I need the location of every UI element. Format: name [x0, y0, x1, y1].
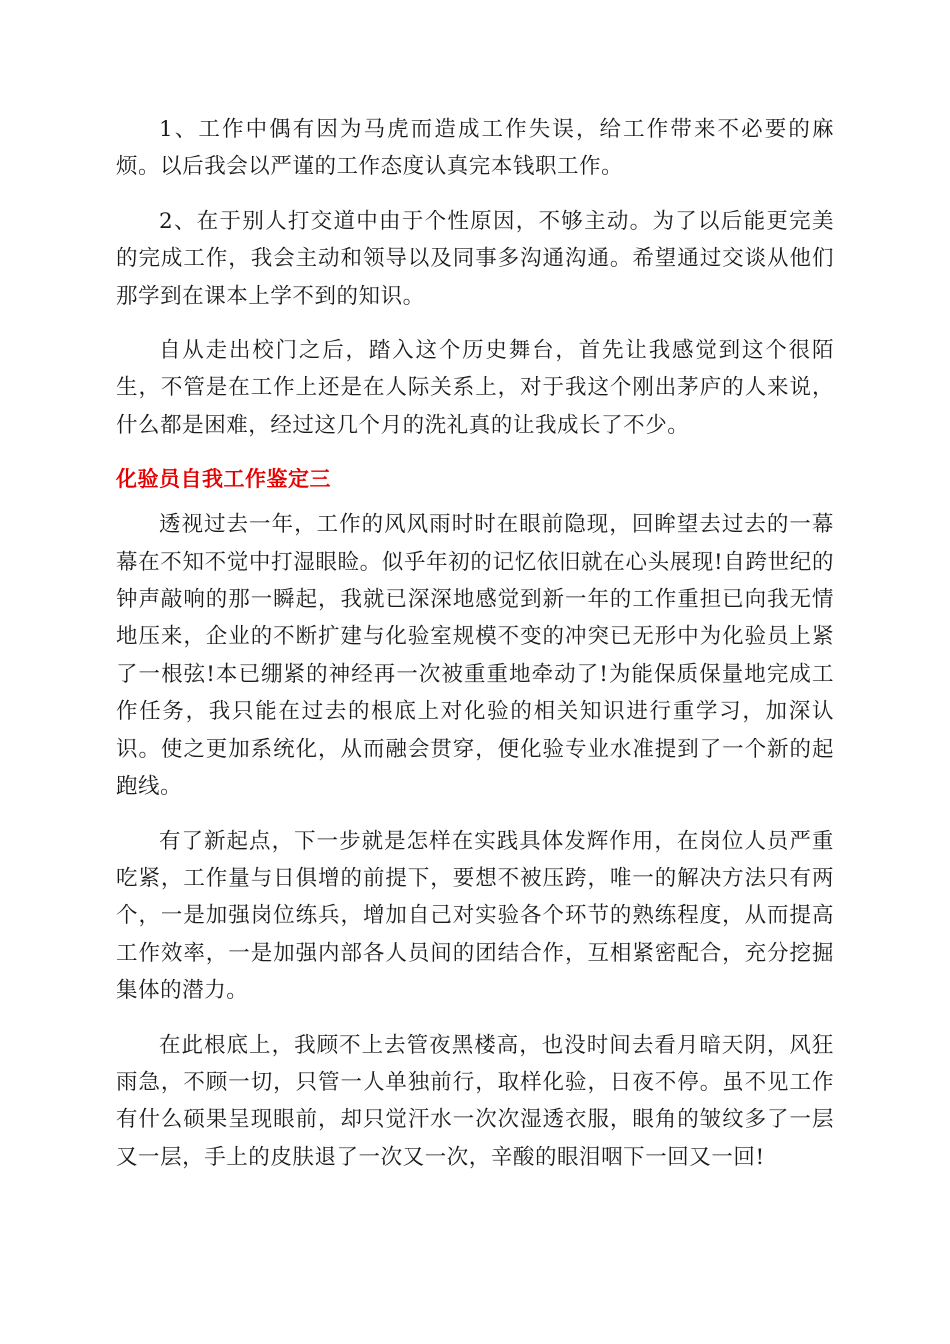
- paragraph-item-2: 2、在于别人打交道中由于个性原因，不够主动。为了以后能更完美的完成工作，我会主动和领导以及同事多沟通沟通。希望通过交谈从他们那学到在课本上学不到的知识。: [116, 208, 834, 309]
- section-heading: 化验员自我工作鉴定三: [116, 467, 331, 492]
- paragraph-new-start: 有了新起点，下一步就是怎样在实践具体发辉作用，在岗位人员严重吃紧，工作量与日俱增的前提下，要想不被压跨，唯一的解决方法只有两个，一是加强岗位练兵，增加自己对实验各个环节的熟练程度，从而提高工作效率，一是加强内部各人员间的团结合作，互相紧密配合，充分挖掘集体的潜力。: [116, 828, 834, 1004]
- paragraph-item-1: 1、工作中偶有因为马虎而造成工作失误，给工作带来不必要的麻烦。以后我会以严谨的工作态度认真完本钱职工作。: [116, 117, 834, 180]
- paragraph-intro: 自从走出校门之后，踏入这个历史舞台，首先让我感觉到这个很陌生，不管是在工作上还是在人际关系上，对于我这个刚出茅庐的人来说，什么都是困难，经过这几个月的洗礼真的让我成长了不少。: [116, 338, 834, 438]
- paragraph-hard-work: 在此根底上，我顾不上去管夜黑楼高，也没时间去看月暗天阴，风狂雨急，不顾一切，只管一人单独前行，取样化验，日夜不停。虽不见工作有什么硕果呈现眼前，却只觉汗水一次次湿透衣服，眼角的皱纹多了一层又一层，手上的皮肤退了一次又一次，辛酸的眼泪咽下一回又一回!: [116, 1032, 834, 1170]
- paragraph-review: 透视过去一年，工作的风风雨时时在眼前隐现，回眸望去过去的一幕幕在不知不觉中打湿眼睑。似乎年初的记忆依旧就在心头展现!自跨世纪的钟声敲响的那一瞬起，我就已深深地感觉到新一年的工作重担已向我无情地压来，企业的不断扩建与化验室规模不变的冲突已无形中为化验员上紧了一根弦!本已绷紧的神经再一次被重重地牵动了!为能保质保量地完成工作任务，我只能在过去的根底上对化验的相关知识进行重学习，加深认识。使之更加系统化，从而融会贯穿，便化验专业水准提到了一个新的起跑线。: [116, 512, 834, 800]
